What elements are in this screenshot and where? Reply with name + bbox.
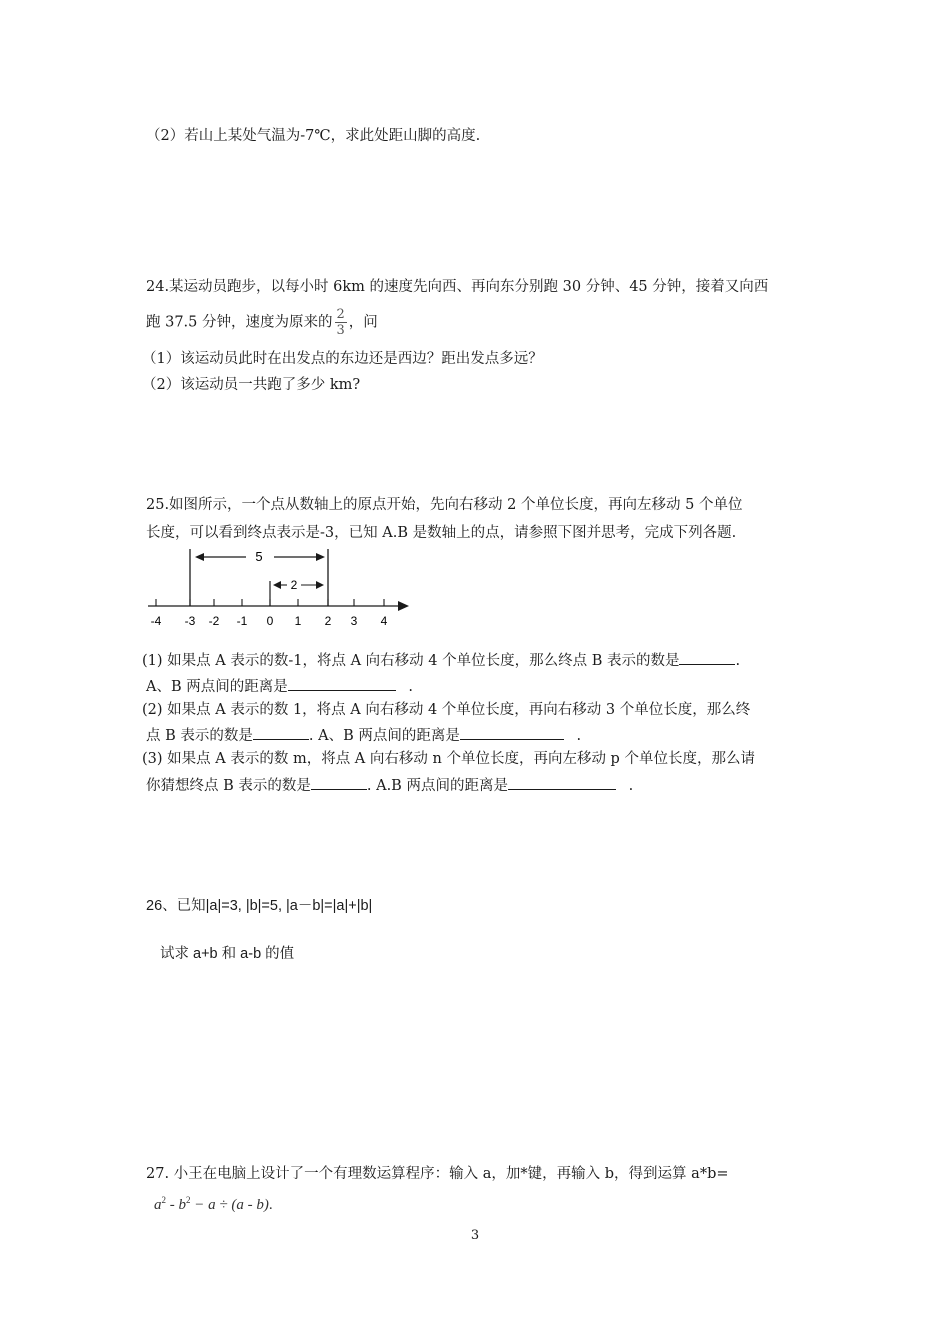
formula-a: a <box>154 1197 162 1213</box>
q26-line1: 26、已知|a|=3, |b|=5, |a－b|=|a|+|b| <box>146 898 373 914</box>
q25-p1-text: (1) 如果点 A 表示的数-1，将点 A 向右移动 4 个单位长度，那么终点 B 表示的数是 <box>142 653 680 669</box>
q25-p1-line1 <box>142 650 740 671</box>
q23-part2: （2）若山上某处气温为-7℃，求此处距山脚的高度. <box>146 128 481 144</box>
tick-label: -4 <box>150 614 162 628</box>
formula-minus: - <box>166 1197 179 1213</box>
q27-formula <box>154 1190 273 1215</box>
q25-p3b-end: . <box>628 778 634 794</box>
tick-label: 0 <box>266 614 274 628</box>
small-arrow-label: 2 <box>290 578 298 592</box>
q27-line1: 27. 小王在电脑上设计了一个有理数运算程序：输入 a，加*键，再输入 b，得到运算 a*b= <box>146 1166 729 1182</box>
number-line-figure <box>146 546 416 628</box>
q25-line1: 25.如图所示，一个点从数轴上的原点开始，先向右移动 2 个单位长度，再向左移动 5 个单位 <box>146 497 743 513</box>
answer-blank-b1[interactable] <box>679 650 735 665</box>
q25-p2-line1: (2) 如果点 A 表示的数 1，将点 A 向右移动 4 个单位长度，再向右移动 3 个单位长度，那么终 <box>142 702 751 718</box>
tick-label: -3 <box>184 614 196 628</box>
q24-line1: 24.某运动员跑步，以每小时 6km 的速度先向西、再向东分别跑 30 分钟、45 分钟，接着又向西 <box>146 279 769 295</box>
fraction-numerator: 2 <box>336 307 345 322</box>
q25-p3b-text: 你猜想终点 B 表示的数是 <box>146 778 311 794</box>
formula-rest: − a ÷ (a - b) <box>190 1197 269 1213</box>
tick-label: 2 <box>324 614 332 628</box>
q24-line2 <box>146 307 378 338</box>
formula-b: b <box>178 1197 186 1213</box>
q25-p3b-mid: . A.B 两点间的距离是 <box>366 778 508 794</box>
q24-part2: （2）该运动员一共跑了多少 km? <box>142 377 361 393</box>
formula-exp1: 2 <box>161 1195 166 1205</box>
fraction-denominator: 3 <box>336 323 345 338</box>
big-arrow-left-head <box>195 553 204 561</box>
big-arrow-label: 5 <box>255 549 263 564</box>
formula-end: . <box>268 1197 273 1213</box>
answer-blank-d3[interactable] <box>508 775 616 790</box>
q25-p3-line1: (3) 如果点 A 表示的数 m，将点 A 向右移动 n 个单位长度，再向左移动 p 个单位长度，那么请 <box>142 751 755 767</box>
tick-label: -2 <box>208 614 220 628</box>
q25-line2: 长度，可以看到终点表示是-3，已知 A.B 是数轴上的点，请参照下图并思考，完成下列各题. <box>146 525 737 541</box>
answer-blank-d1[interactable] <box>288 676 396 691</box>
q25-p2b-mid: . A、B 两点间的距离是 <box>308 728 460 744</box>
q25-p1b-end: . <box>408 679 413 695</box>
q25-p1b-text: A、B 两点间的距离是 <box>146 679 288 695</box>
tick-labels <box>151 614 388 628</box>
formula-exp2: 2 <box>186 1195 191 1205</box>
q25-p2b-end: . <box>576 728 582 744</box>
tick-label: 1 <box>294 614 302 628</box>
q25-p3-line2 <box>146 775 633 796</box>
q25-p2-line2 <box>146 725 581 746</box>
q24-line2-post: ，问 <box>348 314 378 331</box>
page-number: 3 <box>470 1228 480 1243</box>
q26-line2: 试求 a+b 和 a-b 的值 <box>160 946 295 962</box>
axis-arrowhead <box>398 601 409 611</box>
tick-label: 4 <box>380 614 388 628</box>
big-arrow-right-head <box>316 553 325 561</box>
answer-blank-b3[interactable] <box>311 775 367 790</box>
q25-p1-line2 <box>146 676 413 697</box>
q24-part1: （1）该运动员此时在出发点的东边还是西边？距出发点多远？ <box>142 351 543 367</box>
tick-label: 3 <box>350 614 358 628</box>
answer-blank-b2[interactable] <box>253 725 309 740</box>
q24-line2-pre: 跑 37.5 分钟，速度为原来的 <box>146 314 333 331</box>
answer-blank-d2[interactable] <box>460 725 564 740</box>
q25-p1-end: . <box>735 653 741 669</box>
two-thirds-fraction <box>335 307 347 338</box>
q25-p2b-text: 点 B 表示的数是 <box>146 728 253 744</box>
tick-label: -1 <box>236 614 248 628</box>
small-arrow-right-head <box>316 581 324 589</box>
